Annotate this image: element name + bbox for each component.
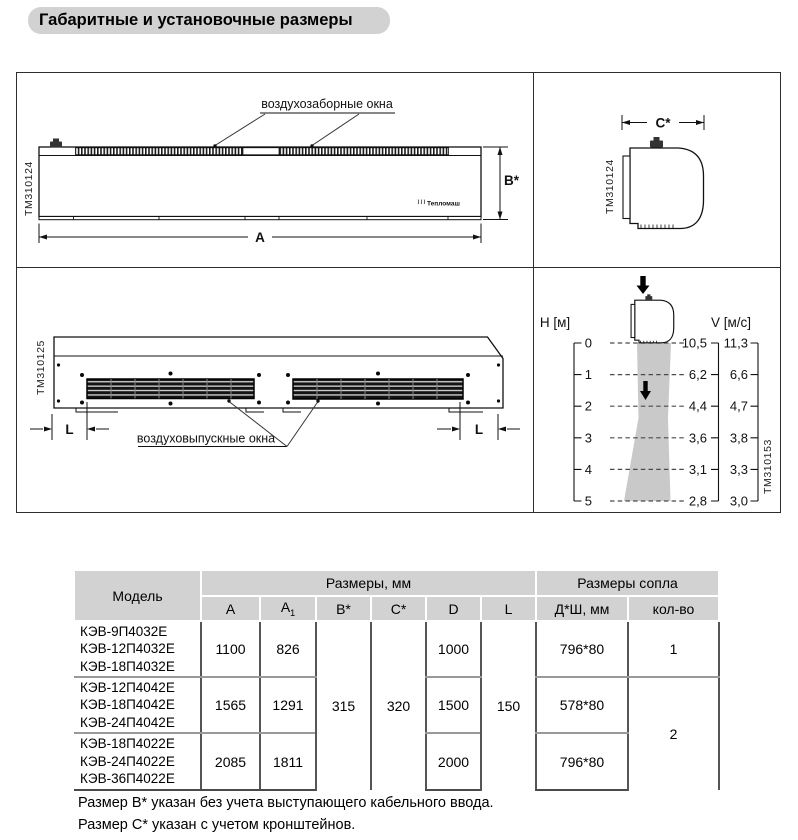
- note-c: Размер C* указан с учетом кронштейнов.: [78, 817, 356, 833]
- v2-value: 4,7: [729, 398, 748, 414]
- col-header-model: Модель: [74, 570, 201, 621]
- dimensions-figure: [16, 72, 781, 513]
- intake-grille-right: [279, 148, 449, 155]
- col-group-dimensions: Размеры, мм: [201, 570, 536, 596]
- col-header-nozzle-qty: кол-во: [628, 596, 719, 621]
- dim-l-right-label: L: [474, 422, 484, 437]
- front-view-drawing: [17, 73, 533, 267]
- model-cell: КЭВ-18П4022Е КЭВ-24П4022Е КЭВ-36П4022Е: [74, 733, 201, 790]
- h-tick: 5: [584, 493, 592, 509]
- v1-value: 4,4: [688, 398, 707, 414]
- v1-value: 3,6: [688, 430, 707, 446]
- air-jet-cone: [624, 343, 671, 501]
- nozzle-cell: 578*80: [536, 677, 628, 733]
- outlet-grille-right: [293, 379, 463, 399]
- side-profile: [623, 137, 704, 229]
- model-cell: КЭВ-9П4032Е КЭВ-12П4032Е КЭВ-18П4032Е: [74, 621, 201, 677]
- v-axis-label: V [м/с]: [710, 315, 752, 330]
- col-header-l: L: [481, 596, 536, 621]
- h-scale: [574, 343, 582, 501]
- outlet-grille-left: [87, 379, 254, 399]
- nozzle-cell: 796*80: [536, 733, 628, 790]
- dim-b-label: B*: [504, 173, 520, 188]
- v2-value: 3,8: [729, 430, 748, 446]
- h-axis-label: H [м]: [539, 315, 571, 330]
- b-cell: 315: [316, 621, 371, 790]
- v1-scale: [711, 343, 719, 501]
- cable-gland-icon: [650, 141, 663, 148]
- v2-scale: [751, 343, 759, 501]
- v2-value: 3,0: [729, 493, 748, 509]
- bottom-view-drawing: [17, 268, 533, 511]
- a1-cell: 1291: [260, 677, 316, 733]
- v2-value: 3,3: [729, 461, 748, 477]
- mini-unit-profile: [631, 294, 674, 342]
- h-tick: 1: [584, 367, 592, 383]
- table-row: [74, 621, 719, 677]
- drawing-id-side: ТМ310124: [604, 159, 616, 214]
- col-header-a: A: [201, 596, 260, 621]
- v2-value: 6,6: [729, 367, 748, 383]
- l-cell: 150: [481, 621, 536, 790]
- v1-value: 6,2: [688, 367, 707, 383]
- air-curtain-body: [39, 147, 481, 217]
- dim-l-left-label: L: [65, 422, 74, 437]
- dim-c-label: C*: [655, 115, 671, 131]
- cable-gland-icon: [50, 142, 62, 148]
- d-cell: 1500: [426, 677, 481, 733]
- intake-grille-left: [76, 148, 243, 155]
- drawing-id-front: ТМ310124: [23, 161, 35, 216]
- h-tick: 0: [584, 335, 592, 351]
- d-cell: 2000: [426, 733, 481, 790]
- down-arrow-icon: [637, 276, 650, 294]
- a-cell: 1100: [201, 621, 260, 677]
- col-header-nozzle-size: Д*Ш, мм: [536, 596, 628, 621]
- qty-cell: 2: [628, 677, 719, 790]
- col-header-c: C*: [371, 596, 426, 621]
- a1-cell: 826: [260, 621, 316, 677]
- h-tick: 2: [584, 398, 592, 414]
- nozzle-cell: 796*80: [536, 621, 628, 677]
- leader-lines: [215, 114, 359, 146]
- h-tick: 4: [584, 461, 592, 477]
- a-cell: 2085: [201, 733, 260, 790]
- jet-velocity-chart: [534, 268, 779, 511]
- v1-value: 3,1: [688, 461, 707, 477]
- drawing-id-bottom: ТМ310125: [35, 340, 47, 395]
- a-cell: 1565: [201, 677, 260, 733]
- dimensions-table: [73, 569, 720, 791]
- c-cell: 320: [371, 621, 426, 790]
- side-view-drawing: [534, 73, 779, 267]
- drawing-id-chart: ТМ310153: [762, 439, 774, 494]
- col-header-b: B*: [316, 596, 371, 621]
- brand-text: Тепломаш: [427, 200, 460, 208]
- model-cell: КЭВ-12П4042Е КЭВ-18П4042Е КЭВ-24П4042Е: [74, 677, 201, 733]
- col-header-d: D: [426, 596, 481, 621]
- col-group-nozzle: Размеры сопла: [536, 570, 719, 596]
- h-tick: 3: [584, 430, 592, 446]
- v1-value: 10,5: [681, 335, 707, 351]
- intake-windows-label: воздухозаборные окна: [261, 97, 393, 111]
- outlet-windows-label: воздуховыпускные окна: [136, 431, 276, 446]
- page-title: Габаритные и установочные размеры: [28, 7, 390, 34]
- col-header-a1: $A_1$: [260, 596, 316, 621]
- v1-value: 2,8: [688, 493, 707, 509]
- dim-a-label: A: [255, 230, 265, 245]
- v2-value: 11,3: [723, 335, 748, 351]
- note-b: Размер B* указан без учета выступающего кабельного ввода.: [78, 795, 494, 811]
- footnotes: [78, 792, 494, 836]
- a1-cell: 1811: [260, 733, 316, 790]
- d-cell: 1000: [426, 621, 481, 677]
- qty-cell: 1: [628, 621, 719, 677]
